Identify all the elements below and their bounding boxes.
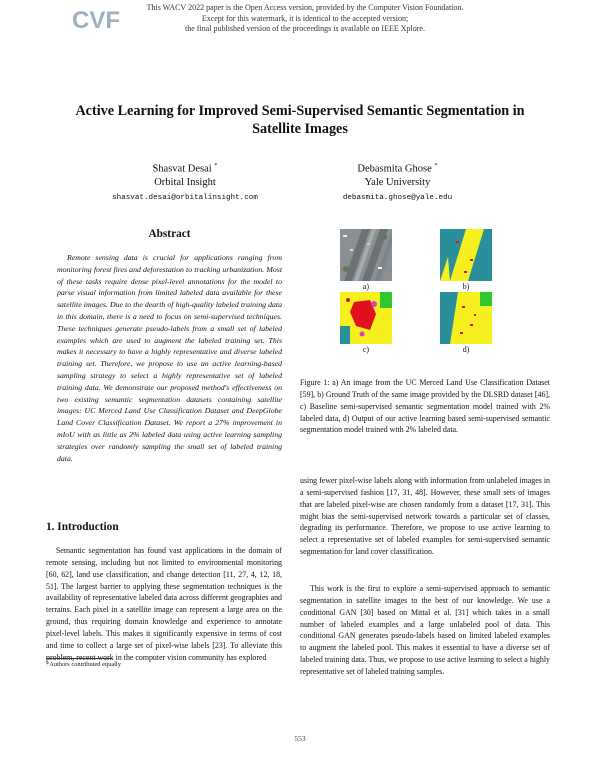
- author-block: [100, 159, 270, 202]
- paper-title: [40, 102, 560, 138]
- paper-title-line: Satellite Images: [252, 121, 348, 137]
- footnote: *Authors contributed equally: [46, 661, 121, 668]
- author-email[interactable]: shasvat.desai@orbitalinsight.com: [112, 193, 258, 202]
- figure-caption: Figure 1: a) An image from the UC Merced Land Use Classification Dataset [59], b) Ground Truth of the same image provided by the DLSRD dataset [46], c) Baseline semi-supervised semantic segmentation model trained with 2% labeled data, d) Output of our active learning based semi-supervised semantic segmentation model trained with 2% labeled data.: [300, 378, 550, 435]
- author-block: [315, 159, 480, 202]
- figure-label-c: c): [362, 345, 370, 354]
- watermark-line: the final published version of the proceedings is available on IEEE Xplore.: [185, 24, 425, 34]
- figure-label-d: d): [462, 345, 470, 354]
- page-number: 553: [294, 734, 306, 743]
- author-mark: *: [214, 162, 218, 169]
- figure-1: [300, 226, 550, 371]
- figure-image-a: [340, 229, 392, 281]
- author-name: Shasvat Desai: [152, 163, 212, 175]
- paper-title-line: Active Learning for Improved Semi-Supervised Semantic Segmentation in: [75, 103, 525, 119]
- intro-heading: 1. Introduction: [46, 521, 119, 533]
- author-name: Debasmita Ghose: [357, 163, 432, 175]
- figure-image-b: [440, 229, 492, 281]
- cvf-logo: [70, 4, 120, 34]
- author-email[interactable]: debasmita.ghose@yale.edu: [342, 193, 453, 202]
- author-mark: *: [434, 162, 438, 169]
- author-affiliation: Yale University: [364, 176, 431, 188]
- figure-image-d: [440, 292, 492, 344]
- author-affiliation: Orbital Insight: [154, 176, 216, 188]
- cvf-logo-text: CVF: [72, 7, 120, 34]
- intro-text: Semantic segmentation has found vast applications in the domain of remote sensing, including but not limited to environmental monitoring [60, 62], land use classification, and change detection [11, 27, 4, 12, 18, 51]. The largest barrier to applying these segmentation techniques is the availability of representative labeled data across different geographies and terrains. Each pixel in a satellite image can represent a large area on the ground, thus requiring domain knowledge and experience to annotate pixel-level labels. This makes it significantly expensive in terms of cost and time to collect a large set of pixel-wise labels [23]. To alleviate this problem, recent work in the computer vision community has explored: [46, 546, 282, 662]
- abstract-heading: Abstract: [148, 228, 191, 240]
- watermark-line: Except for this watermark, it is identical to the accepted version;: [201, 13, 409, 23]
- abstract-text: Remote sensing data is crucial for applications ranging from monitoring forest fires and deforestation to tracking urbanization. Most of these tasks require dense pixel-level annotations for the model to parse visual information from limited labeled data available for these satellite images. Due to the dearth of high-quality labeled training data in this domain, there is a need to focus on semi-supervised techniques. These techniques generate pseudo-labels from a small set of labeled examples which are used to augment the labeled training set. This makes it necessary to have a highly representative and diverse labeled training set. Therefore, we propose to use an active learning-based sampling strategy to select a highly representative set of labeled training data. We demonstrate our proposed method's effectiveness on two existing semantic segmentation datasets containing satellite images: UC Merced Land Use Classification Dataset and DeepGlobe Land Cover Classification Dataset. We report a 27% improvement in mIoU with as little as 2% labeled data using active learning sampling strategies over randomly sampling the small set of labeled training data.: [57, 253, 282, 463]
- watermark: [135, 3, 475, 35]
- body-paragraph: This work is the first to explore a semi-supervised approach to semantic segmentation in satellite images to the best of our knowledge. We use a conditional GAN [30] based on Mittal et al. [31] which takes in a small number of labeled examples and a large unlabeled pool of data. This conditional GAN generates pseudo-labels based on limited labeled examples to augment the labeled pool. This makes it essential to have a diverse set of labeled training data. Thus, we propose to use active learning to select a highly representative set of labeled training samples.: [300, 584, 550, 676]
- figure-label-b: b): [462, 282, 470, 291]
- body-paragraph: using fewer pixel-wise labels along with information from unlabeled images in a semi-supervised fashion [17, 31, 48]. However, these small sets of images that are labeled pixel-wise are chosen randomly from a dataset [17, 31]. This might bias the semi-supervised network towards a particular set of classes, degrading its performance. Therefore, we propose to use active learning to select a representative set of labeled examples for semi-supervised semantic segmentation for land cover classification.: [300, 476, 550, 557]
- figure-image-c: [340, 292, 392, 344]
- figure-label-a: a): [362, 282, 370, 291]
- watermark-line: This WACV 2022 paper is the Open Access version, provided by the Computer Vision Foundation.: [146, 3, 464, 12]
- footnote-rule: [46, 658, 112, 659]
